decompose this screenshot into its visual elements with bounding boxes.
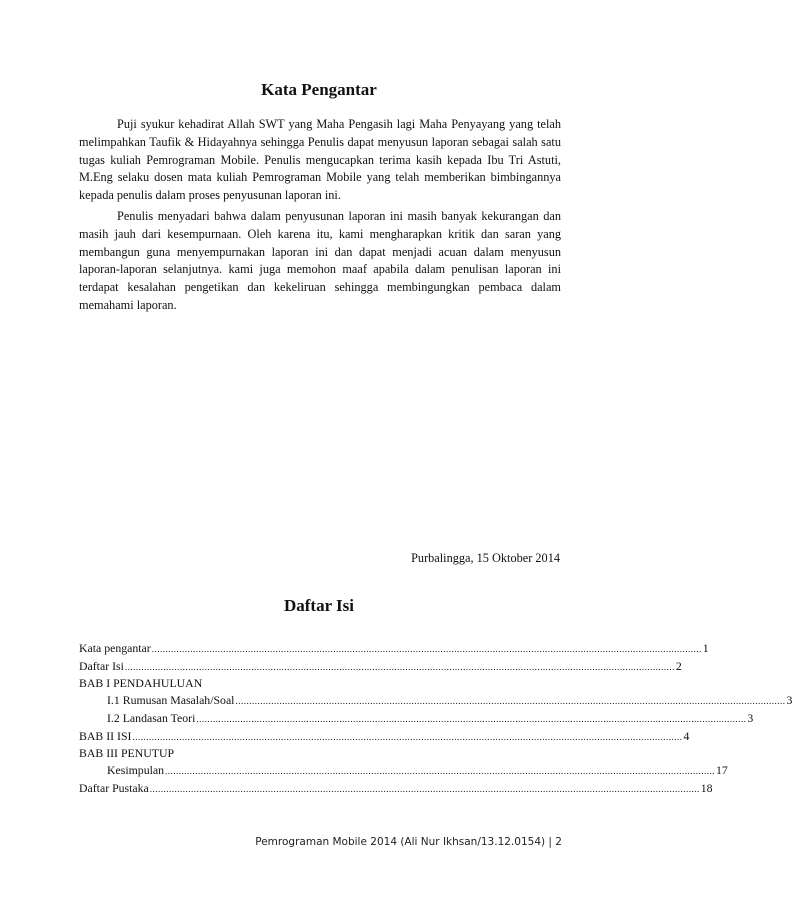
toc-entry-label: BAB I PENDAHULUAN	[79, 676, 203, 691]
toc-entry-page: 18	[700, 780, 713, 795]
toc-entry-label: Daftar Isi	[79, 658, 124, 673]
toc-entry	[79, 728, 690, 746]
toc-entry-page: 4	[683, 728, 690, 743]
page-footer: Pemrograman Mobile 2014 (Ali Nur Ikhsan/13.12.0154) | 2	[255, 836, 562, 848]
paragraph-2: Penulis menyadari bahwa dalam penyusunan laporan ini masih banyak kekurangan dan masih jauh dari kesempurnaan. Oleh karena itu, kami mengharapkan kritik dan saran yang membangun guna menyempurnakan laporan ini dan dapat menjadi acuan dalam menyusun laporan-laporan selanjutnya. kami juga memohon maaf apabila dalam penulisan laporan ini terdapat kesalahan pengetikan dan kekeliruan sehingga membingungkan pembaca dalam memahami laporan.	[79, 209, 561, 312]
toc-dot-leader: ........................................................................................................................................................................................................	[132, 731, 683, 742]
toc-entry	[79, 780, 713, 798]
toc-entry-page: 3	[747, 710, 754, 725]
toc-dot-leader: ........................................................................................................................................................................................................	[124, 661, 675, 672]
toc-entry	[79, 640, 709, 658]
toc-dot-leader: ........................................................................................................................................................................................................	[149, 783, 700, 794]
toc-entry-label: BAB II ISI	[79, 728, 132, 743]
toc-entry-label: Kata pengantar	[79, 641, 151, 655]
toc-entry-label: Daftar Pustaka	[79, 780, 149, 795]
toc-entry	[79, 658, 682, 676]
toc-entry-label: I.1 Rumusan Masalah/Soal	[107, 693, 235, 708]
toc-entry-label: Kesimpulan	[107, 762, 165, 777]
toc-entry-page: 3	[786, 693, 792, 708]
toc-dot-leader: ........................................................................................................................................................................................................	[196, 713, 747, 724]
toc-entry	[79, 675, 463, 692]
toc-entry	[79, 692, 792, 710]
daftar-isi-title: Daftar Isi	[283, 596, 355, 615]
toc-dot-leader: ........................................................................................................................................................................................................	[151, 644, 702, 654]
toc-dot-leader: ........................................................................................................................................................................................................	[165, 765, 716, 776]
closing-place-date: Purbalingga, 15 Oktober 2014	[411, 551, 560, 565]
toc-entry-page: 1	[702, 641, 709, 655]
toc-dot-leader: ........................................................................................................................................................................................................	[235, 696, 786, 707]
table-of-contents	[79, 640, 792, 797]
toc-entry	[79, 762, 728, 780]
kata-pengantar-title: Kata Pengantar	[261, 80, 377, 99]
toc-entry	[79, 745, 463, 762]
toc-entry-label: I.2 Landasan Teori	[107, 710, 196, 725]
toc-entry	[79, 710, 754, 728]
toc-entry-page: 17	[716, 762, 728, 777]
toc-entry-page: 2	[675, 658, 682, 673]
toc-entry-label: BAB III PENUTUP	[79, 746, 175, 761]
paragraph-1: Puji syukur kehadirat Allah SWT yang Maha Pengasih lagi Maha Penyayang yang telah melimpahkan Taufik & Hidayahnya sehingga Penulis dapat menyusun laporan sebagai salah satu tugas kuliah Pemrograman Mobile. Penulis mengucapkan terima kasih kepada Ibu Tri Astuti, M.Eng selaku dosen mata kuliah Pemrograman Mobile yang telah memberikan bimbingannya kepada penulis dalam proses penyusunan laporan ini.	[79, 117, 561, 203]
